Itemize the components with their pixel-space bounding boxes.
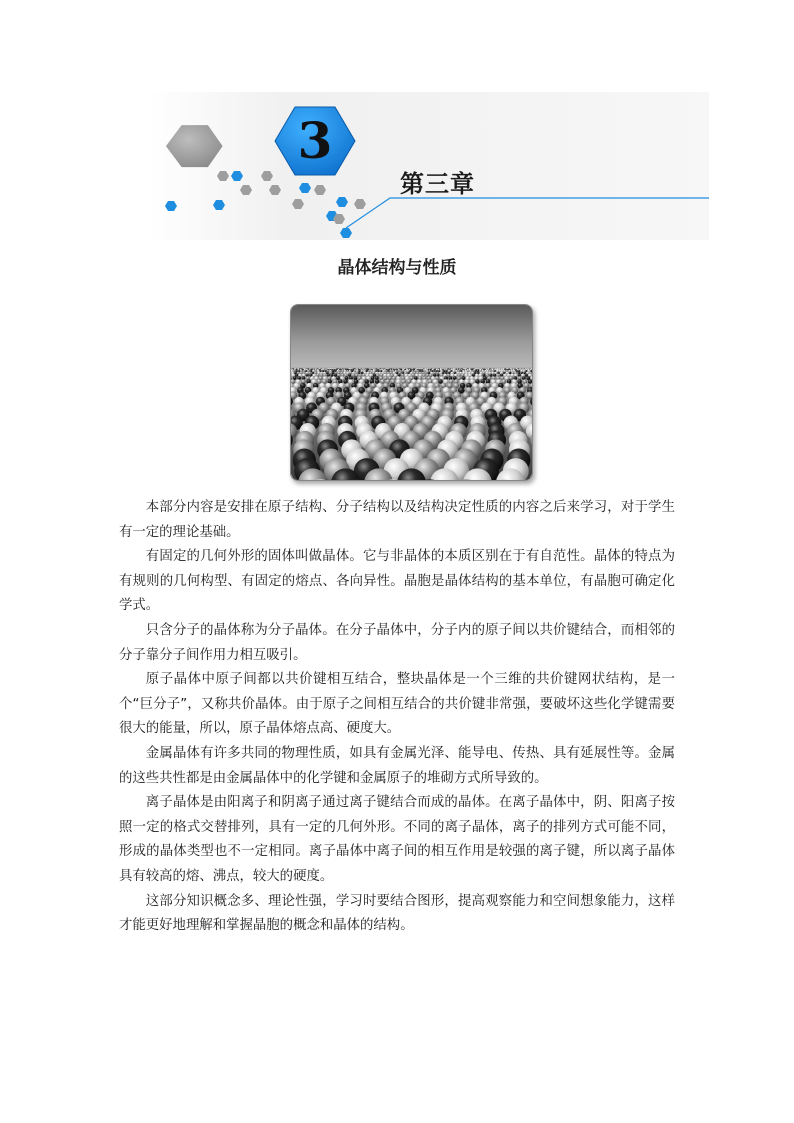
sphere xyxy=(292,374,295,377)
sphere xyxy=(349,379,354,384)
sphere xyxy=(329,372,332,375)
sphere xyxy=(470,379,475,384)
sphere xyxy=(410,376,414,380)
sphere xyxy=(514,374,517,377)
chapter-title: 第三章 xyxy=(400,170,475,198)
sphere xyxy=(505,376,509,380)
sphere xyxy=(393,372,396,375)
sphere xyxy=(486,374,489,377)
paragraph: 金属晶体有许多共同的物理性质，如具有金属光泽、能导电、传热、具有延展性等。金属的这些共性都是由金属晶体中的化学键和金属原子的堆砌方式所导致的。 xyxy=(119,745,675,786)
sphere xyxy=(506,372,509,375)
sphere xyxy=(313,374,316,377)
sphere xyxy=(422,374,425,377)
chapter-number: 3 xyxy=(297,111,333,170)
sphere xyxy=(330,374,333,377)
sphere xyxy=(475,374,478,377)
sphere-grid xyxy=(291,368,532,480)
paragraph: 离子晶体是由阳离子和阴离子通过离子键结合而成的晶体。在离子晶体中，阴、阳离子按照一定的格式交替排列，具有一定的几何外形。不同的离子晶体，离子的排列方式可能不同，形成的晶体类型也不一定相同。离子晶体中离子间的相互作用是较强的离子键，所以离子晶体具有较高的熔、沸点，较大的硬度。 xyxy=(119,795,675,884)
sphere xyxy=(378,372,381,375)
sphere xyxy=(507,374,510,377)
sphere xyxy=(306,374,309,377)
sphere xyxy=(398,374,401,377)
sphere xyxy=(336,376,340,380)
paragraph: 有固定的几何外形的固体叫做晶体。它与非晶体的本质区别在于有自范性。晶体的特点为有规则的几何构型、有固定的熔点、各向异性。晶胞是晶体结构的基本单位，有晶胞可确定化学式。 xyxy=(119,549,675,614)
sphere xyxy=(334,374,337,377)
sphere xyxy=(362,376,366,380)
sphere xyxy=(380,379,385,384)
chapter-banner xyxy=(147,92,709,242)
sphere xyxy=(383,374,386,377)
paragraph: 原子晶体中原子间都以共价键相互结合，整块晶体是一个三维的共价键网状结构，是一个“巨分子”，又称共价晶体。由于原子之间相互结合的共价键非常强，要破坏这些化学键需要很大的能量，所以，原子晶体熔点高、硬度大。 xyxy=(119,672,675,737)
sphere xyxy=(438,379,443,384)
sphere xyxy=(373,374,376,377)
sphere xyxy=(442,372,445,375)
sphere xyxy=(483,376,487,380)
sphere xyxy=(408,374,411,377)
sky xyxy=(291,305,532,371)
paragraph: 这部分知识概念多、理论性强，学习时要结合图形，提高观察能力和空间想象能力，这样才能更好地理解和掌握晶胞的概念和晶体的结构。 xyxy=(119,893,675,934)
sphere xyxy=(391,374,394,377)
sphere xyxy=(460,372,463,375)
sphere xyxy=(315,372,318,375)
sphere xyxy=(361,372,364,375)
sphere xyxy=(525,374,528,377)
paragraph: 只含分子的晶体称为分子晶体。在分子晶体中，分子内的原子间以共价键结合，而相邻的分子靠分子间作用力相互吸引。 xyxy=(119,622,675,663)
sphere xyxy=(491,372,494,375)
section-title: 晶体结构与性质 xyxy=(337,258,457,278)
sphere xyxy=(295,374,298,377)
sphere xyxy=(345,374,348,377)
sphere xyxy=(410,372,413,375)
sphere xyxy=(451,374,454,377)
sphere xyxy=(489,374,492,377)
sphere xyxy=(369,374,372,377)
sphere xyxy=(528,374,531,377)
body-text xyxy=(119,496,675,939)
sphere xyxy=(457,376,461,380)
sphere xyxy=(523,372,526,375)
sphere xyxy=(346,372,349,375)
sphere xyxy=(315,376,319,380)
sphere xyxy=(436,374,439,377)
sphere xyxy=(468,374,471,377)
sphere xyxy=(297,372,300,375)
paragraph: 本部分内容是安排在原子结构、分子结构以及结构决定性质的内容之后来学习，对于学生有一定的理论基础。 xyxy=(119,500,675,540)
sphere xyxy=(429,374,432,377)
sphere xyxy=(502,379,507,384)
sphere xyxy=(474,372,477,375)
sphere xyxy=(447,374,450,377)
crystal-spheres-image xyxy=(290,304,533,481)
sphere xyxy=(317,379,322,384)
sphere-field-graphic xyxy=(291,305,532,480)
sphere xyxy=(412,374,415,377)
sphere xyxy=(352,374,355,377)
sphere xyxy=(428,372,431,375)
